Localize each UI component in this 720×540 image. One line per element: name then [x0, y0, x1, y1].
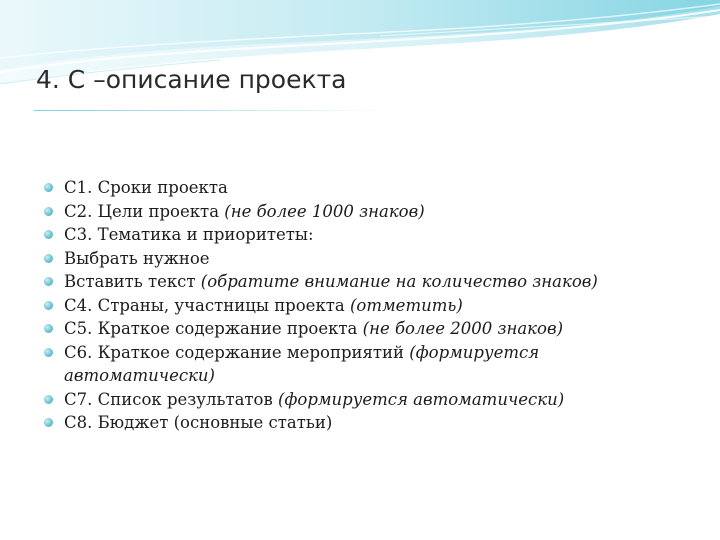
list-item — [44, 270, 684, 294]
list-item — [44, 388, 684, 412]
slide-title: 4. C –описание проекта — [36, 65, 347, 94]
item-text: C6. Краткое содержание мероприятий — [64, 342, 410, 362]
bullet-icon — [44, 301, 53, 310]
bullet-icon — [44, 254, 53, 263]
item-text: C4. Страны, участницы проекта — [64, 295, 350, 315]
list-item — [44, 317, 684, 341]
list-item — [44, 200, 684, 224]
item-note: (не более 2000 знаков) — [362, 319, 564, 338]
bullet-icon — [44, 418, 53, 427]
bullet-icon — [44, 277, 53, 286]
list-item — [44, 294, 684, 318]
bullet-icon — [44, 207, 53, 216]
item-text: C5. Краткое содержание проекта — [64, 319, 363, 338]
item-note: (формируется автоматически) — [278, 389, 565, 409]
bullet-list — [44, 176, 684, 435]
bullet-icon — [44, 348, 53, 357]
item-note: (обратите внимание на количество знаков) — [200, 272, 598, 291]
bullet-icon — [44, 395, 53, 404]
item-text: C1. Сроки проекта — [64, 178, 228, 197]
item-text: C2. Цели проекта — [64, 201, 225, 221]
item-text: C3. Тематика и приоритеты: — [64, 225, 314, 244]
item-note: (отметить) — [349, 295, 463, 315]
list-item — [44, 176, 684, 200]
item-text: C7. Список результатов — [64, 389, 279, 409]
item-note: (формируется автоматически) — [64, 342, 540, 385]
bullet-icon — [44, 183, 53, 192]
list-item — [44, 247, 684, 271]
list-item — [44, 223, 684, 247]
item-text: C8. Бюджет (основные статьи) — [64, 413, 333, 432]
list-item — [44, 341, 684, 388]
bullet-icon — [44, 230, 53, 239]
item-text: Выбрать нужное — [64, 248, 210, 268]
item-note: (не более 1000 знаков) — [224, 201, 425, 221]
list-item — [44, 411, 684, 435]
title-divider — [34, 110, 384, 111]
bullet-icon — [44, 324, 53, 333]
item-text: Вставить текст — [64, 272, 201, 291]
